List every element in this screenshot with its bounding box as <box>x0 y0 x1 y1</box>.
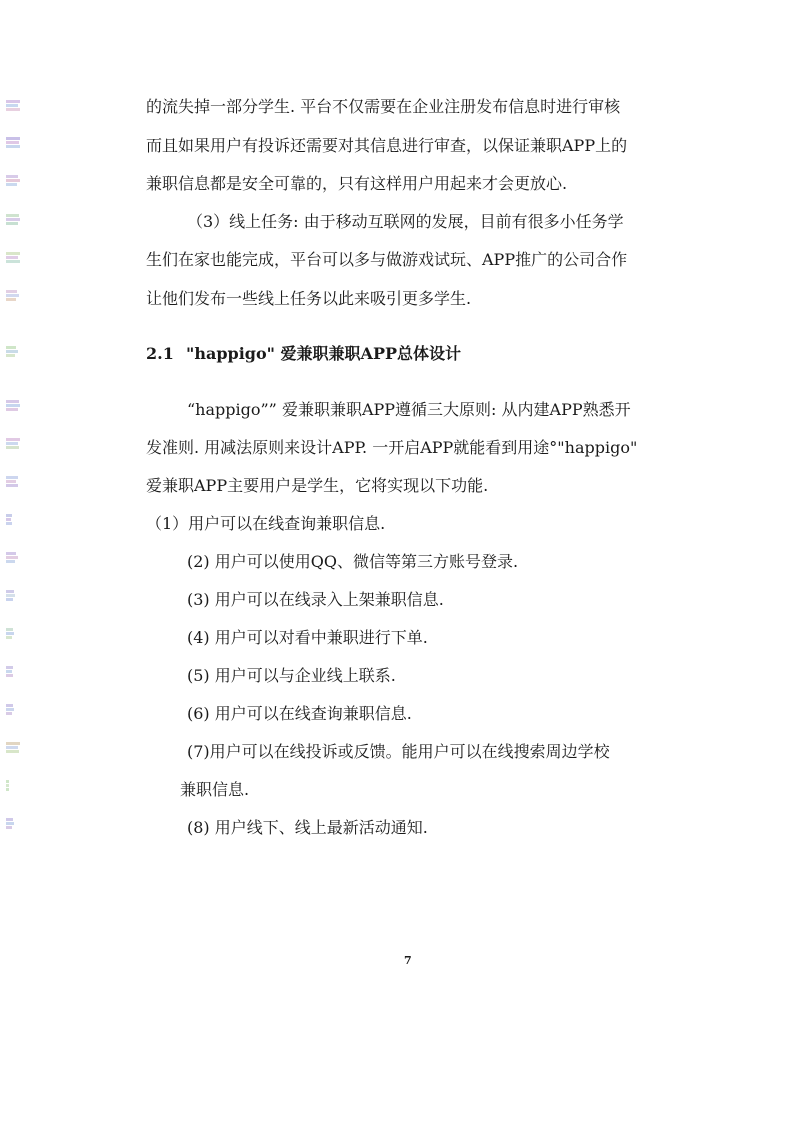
list-item: (4) 用户可以对看中兼职进行下单. <box>187 628 428 647</box>
section-number: 2.1 <box>146 344 174 363</box>
margin-mark <box>6 628 20 642</box>
margin-mark <box>6 666 20 680</box>
list-item: (6) 用户可以在线查询兼职信息. <box>187 704 412 723</box>
margin-mark <box>6 214 20 228</box>
margin-mark <box>6 100 20 114</box>
margin-mark <box>6 400 20 414</box>
margin-mark <box>6 818 20 832</box>
list-item: (2) 用户可以使用QQ、微信等第三方账号登录. <box>187 552 519 571</box>
section-heading <box>146 344 461 364</box>
margin-mark <box>6 476 20 490</box>
margin-mark <box>6 514 20 528</box>
body-text-line: 让他们发布一些线上任务以此来吸引更多学生. <box>146 289 472 308</box>
margin-mark <box>6 552 20 566</box>
body-text-line: （3）线上任务: 由于移动互联网的发展，目前有很多小任务学 <box>187 212 624 231</box>
margin-mark <box>6 252 20 266</box>
margin-mark <box>6 742 20 756</box>
body-text-line: 而且如果用户有投诉还需要对其信息进行审查，以保证兼职APP上的 <box>146 136 628 155</box>
list-item: (8) 用户线下、线上最新活动通知. <box>187 818 428 837</box>
margin-mark <box>6 346 20 360</box>
body-text-line: 爱兼职APP主要用户是学生，它将实现以下功能. <box>146 476 489 495</box>
list-item: (7)用户可以在线投诉或反馈。能用户可以在线搜索周边学校 <box>187 742 610 761</box>
margin-mark <box>6 175 20 189</box>
margin-mark <box>6 590 20 604</box>
list-item: （1）用户可以在线查询兼职信息. <box>146 514 386 533</box>
body-text-line: “happigo”” 爱兼职兼职APP遵循三大原则: 从内建APP熟悉开 <box>187 400 631 419</box>
list-item: (3) 用户可以在线录入上架兼职信息. <box>187 590 444 609</box>
list-item-continuation: 兼职信息. <box>180 780 250 799</box>
body-text-line: 的流失掉一部分学生. 平台不仅需要在企业注册发布信息时进行审核 <box>146 97 621 116</box>
margin-mark <box>6 704 20 718</box>
body-text-line: 发准则. 用减法原则来设计APP. 一开启APP就能看到用途°"happigo" <box>146 438 638 457</box>
margin-mark <box>6 137 20 151</box>
section-title: "happigo" 爱兼职兼职APP总体设计 <box>186 344 462 363</box>
body-text-line: 兼职信息都是安全可靠的，只有这样用户用起来才会更放心. <box>146 174 568 193</box>
margin-mark <box>6 290 20 304</box>
page-number: 7 <box>404 954 412 967</box>
margin-mark <box>6 438 20 452</box>
list-item: (5) 用户可以与企业线上联系. <box>187 666 396 685</box>
margin-mark <box>6 780 20 794</box>
body-text-line: 生们在家也能完成，平台可以多与做游戏试玩、APP推广的公司合作 <box>146 250 628 269</box>
